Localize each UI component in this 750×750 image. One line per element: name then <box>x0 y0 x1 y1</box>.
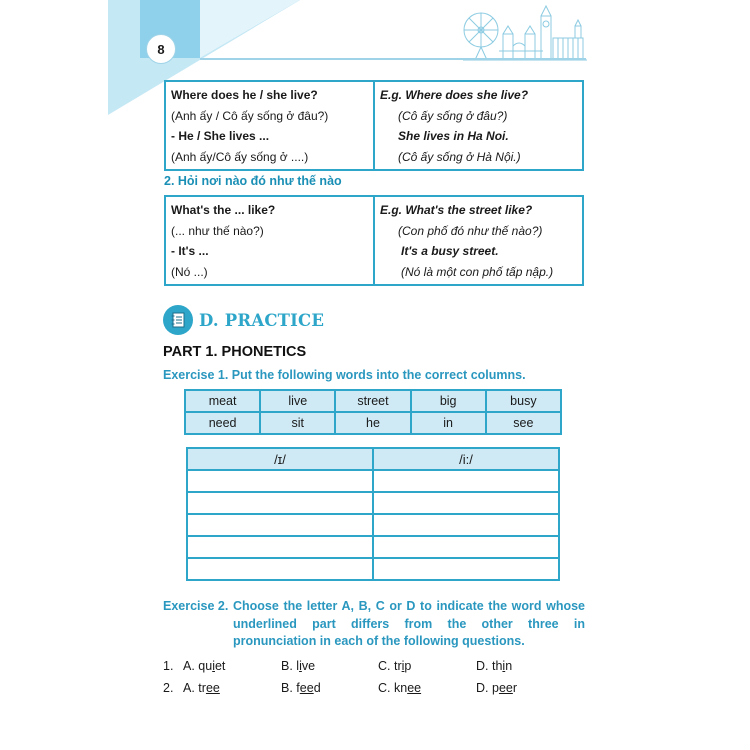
example-line: E.g. Where does she live? <box>380 88 529 102</box>
option-text: r <box>512 681 518 695</box>
answer-cell[interactable] <box>187 492 373 514</box>
phrase-line: - He / She lives ... <box>171 129 270 144</box>
exercise-2-instruction: Choose the letter A, B, C or D to indicate the word whose underlined part differs from the other three in pronunciation in each of the following questions. <box>233 599 585 648</box>
phrase-table-right-cell <box>374 81 583 170</box>
word-cell: big <box>411 390 486 412</box>
example-line: (Nó là một con phố tấp nập.) <box>401 264 554 279</box>
phrase-line: - It's ... <box>171 244 209 259</box>
word-bank-row <box>185 390 561 412</box>
word-cell: street <box>335 390 410 412</box>
option-d[interactable] <box>476 681 517 695</box>
option-text: th <box>491 659 503 673</box>
page-number: 8 <box>146 34 176 64</box>
question-number: 1. <box>163 659 174 673</box>
option-text: f <box>296 681 300 695</box>
sound-columns-table <box>186 447 560 581</box>
example-line: (Cô ấy sống ở Hà Nội.) <box>398 149 521 164</box>
exercise-1-title: Exercise 1. Put the following words into the correct columns. <box>163 368 526 382</box>
underlined-part: ee <box>205 681 220 695</box>
answer-cell[interactable] <box>187 470 373 492</box>
question-number: 2. <box>163 681 174 695</box>
phrase-line: (Anh ấy / Cô ấy sống ở đâu?) <box>171 108 329 123</box>
word-cell: meat <box>185 390 260 412</box>
word-bank-table <box>184 389 562 435</box>
option-text: qu <box>198 659 213 673</box>
option-text: p <box>404 659 412 673</box>
option-text: ve <box>301 659 316 673</box>
option-b[interactable] <box>281 681 321 695</box>
word-cell: sit <box>260 412 335 434</box>
phrase-table-left-cell <box>165 196 374 285</box>
answer-row <box>187 514 559 536</box>
answer-row <box>187 558 559 580</box>
column-header-long-i: /i:/ <box>373 448 559 470</box>
section-heading-practice <box>163 305 324 335</box>
option-c[interactable] <box>378 659 411 673</box>
answer-row <box>187 492 559 514</box>
underlined-part: ee <box>407 681 422 695</box>
answer-cell[interactable] <box>187 558 373 580</box>
option-letter: A. <box>183 659 199 673</box>
answer-cell[interactable] <box>373 470 559 492</box>
option-a[interactable] <box>183 659 225 673</box>
phrase-line: Where does he / she live? <box>171 88 318 102</box>
exercise-2-label: Exercise 2. <box>163 599 229 613</box>
part-title: PART 1. PHONETICS <box>163 344 307 360</box>
option-text: l <box>296 659 300 673</box>
option-d[interactable] <box>476 659 512 673</box>
underlined-part: i <box>299 659 302 673</box>
option-a[interactable] <box>183 681 220 695</box>
phrase-table-right-cell <box>374 196 583 285</box>
answer-cell[interactable] <box>373 558 559 580</box>
notebook-icon <box>163 305 193 335</box>
option-text: kn <box>393 681 408 695</box>
phrase-line: (... như thế nào?) <box>171 223 264 238</box>
option-letter: D. <box>476 659 492 673</box>
word-bank-row <box>185 412 561 434</box>
answer-cell[interactable] <box>187 536 373 558</box>
example-line: (Con phố đó như thế nào?) <box>398 223 543 238</box>
answer-row <box>187 470 559 492</box>
phrase-table-where-live <box>164 80 584 171</box>
london-skyline-icon <box>463 4 587 62</box>
answer-row <box>187 536 559 558</box>
word-cell: see <box>486 412 561 434</box>
underlined-part: i <box>401 659 405 673</box>
phrase-table-what-like <box>164 195 584 286</box>
example-line: E.g. What's the street like? <box>380 203 533 217</box>
word-cell: need <box>185 412 260 434</box>
underlined-part: ee <box>498 681 513 695</box>
example-line: (Cô ấy sống ở đâu?) <box>398 108 508 123</box>
column-header-short-i: /ɪ/ <box>187 448 373 470</box>
answer-cell[interactable] <box>373 492 559 514</box>
example-line: It's a busy street. <box>401 244 499 259</box>
underlined-part: i <box>502 659 506 673</box>
word-cell: busy <box>486 390 561 412</box>
option-text: et <box>214 659 226 673</box>
header-rule <box>200 58 586 60</box>
option-text: tr <box>393 659 402 673</box>
answer-cell[interactable] <box>373 514 559 536</box>
underlined-part: i <box>212 659 215 673</box>
phrase-table-left-cell <box>165 81 374 170</box>
phrase-line: (Anh ấy/Cô ấy sống ở ....) <box>171 149 309 164</box>
word-cell: live <box>260 390 335 412</box>
option-letter: A. <box>183 681 199 695</box>
section-title: D. PRACTICE <box>199 310 325 330</box>
underlined-part: ee <box>299 681 314 695</box>
example-line: She lives in Ha Noi. <box>398 129 509 144</box>
option-letter: C. <box>378 681 394 695</box>
option-text: d <box>313 681 321 695</box>
phrase-line: (Nó ...) <box>171 264 208 279</box>
option-c[interactable] <box>378 681 421 695</box>
answer-cell[interactable] <box>373 536 559 558</box>
word-cell: he <box>335 412 410 434</box>
phrase-line: What's the ... like? <box>171 203 276 217</box>
option-letter: B. <box>281 681 297 695</box>
option-b[interactable] <box>281 659 315 673</box>
option-text: p <box>491 681 499 695</box>
option-letter: D. <box>476 681 492 695</box>
option-letter: C. <box>378 659 394 673</box>
answer-cell[interactable] <box>187 514 373 536</box>
option-letter: B. <box>281 659 297 673</box>
subheading-ask-what-like: 2. Hỏi nơi nào đó như thế nào <box>164 174 342 188</box>
word-cell: in <box>411 412 486 434</box>
option-text: n <box>505 659 513 673</box>
option-text: tr <box>198 681 206 695</box>
exercise-2-heading <box>163 598 585 651</box>
